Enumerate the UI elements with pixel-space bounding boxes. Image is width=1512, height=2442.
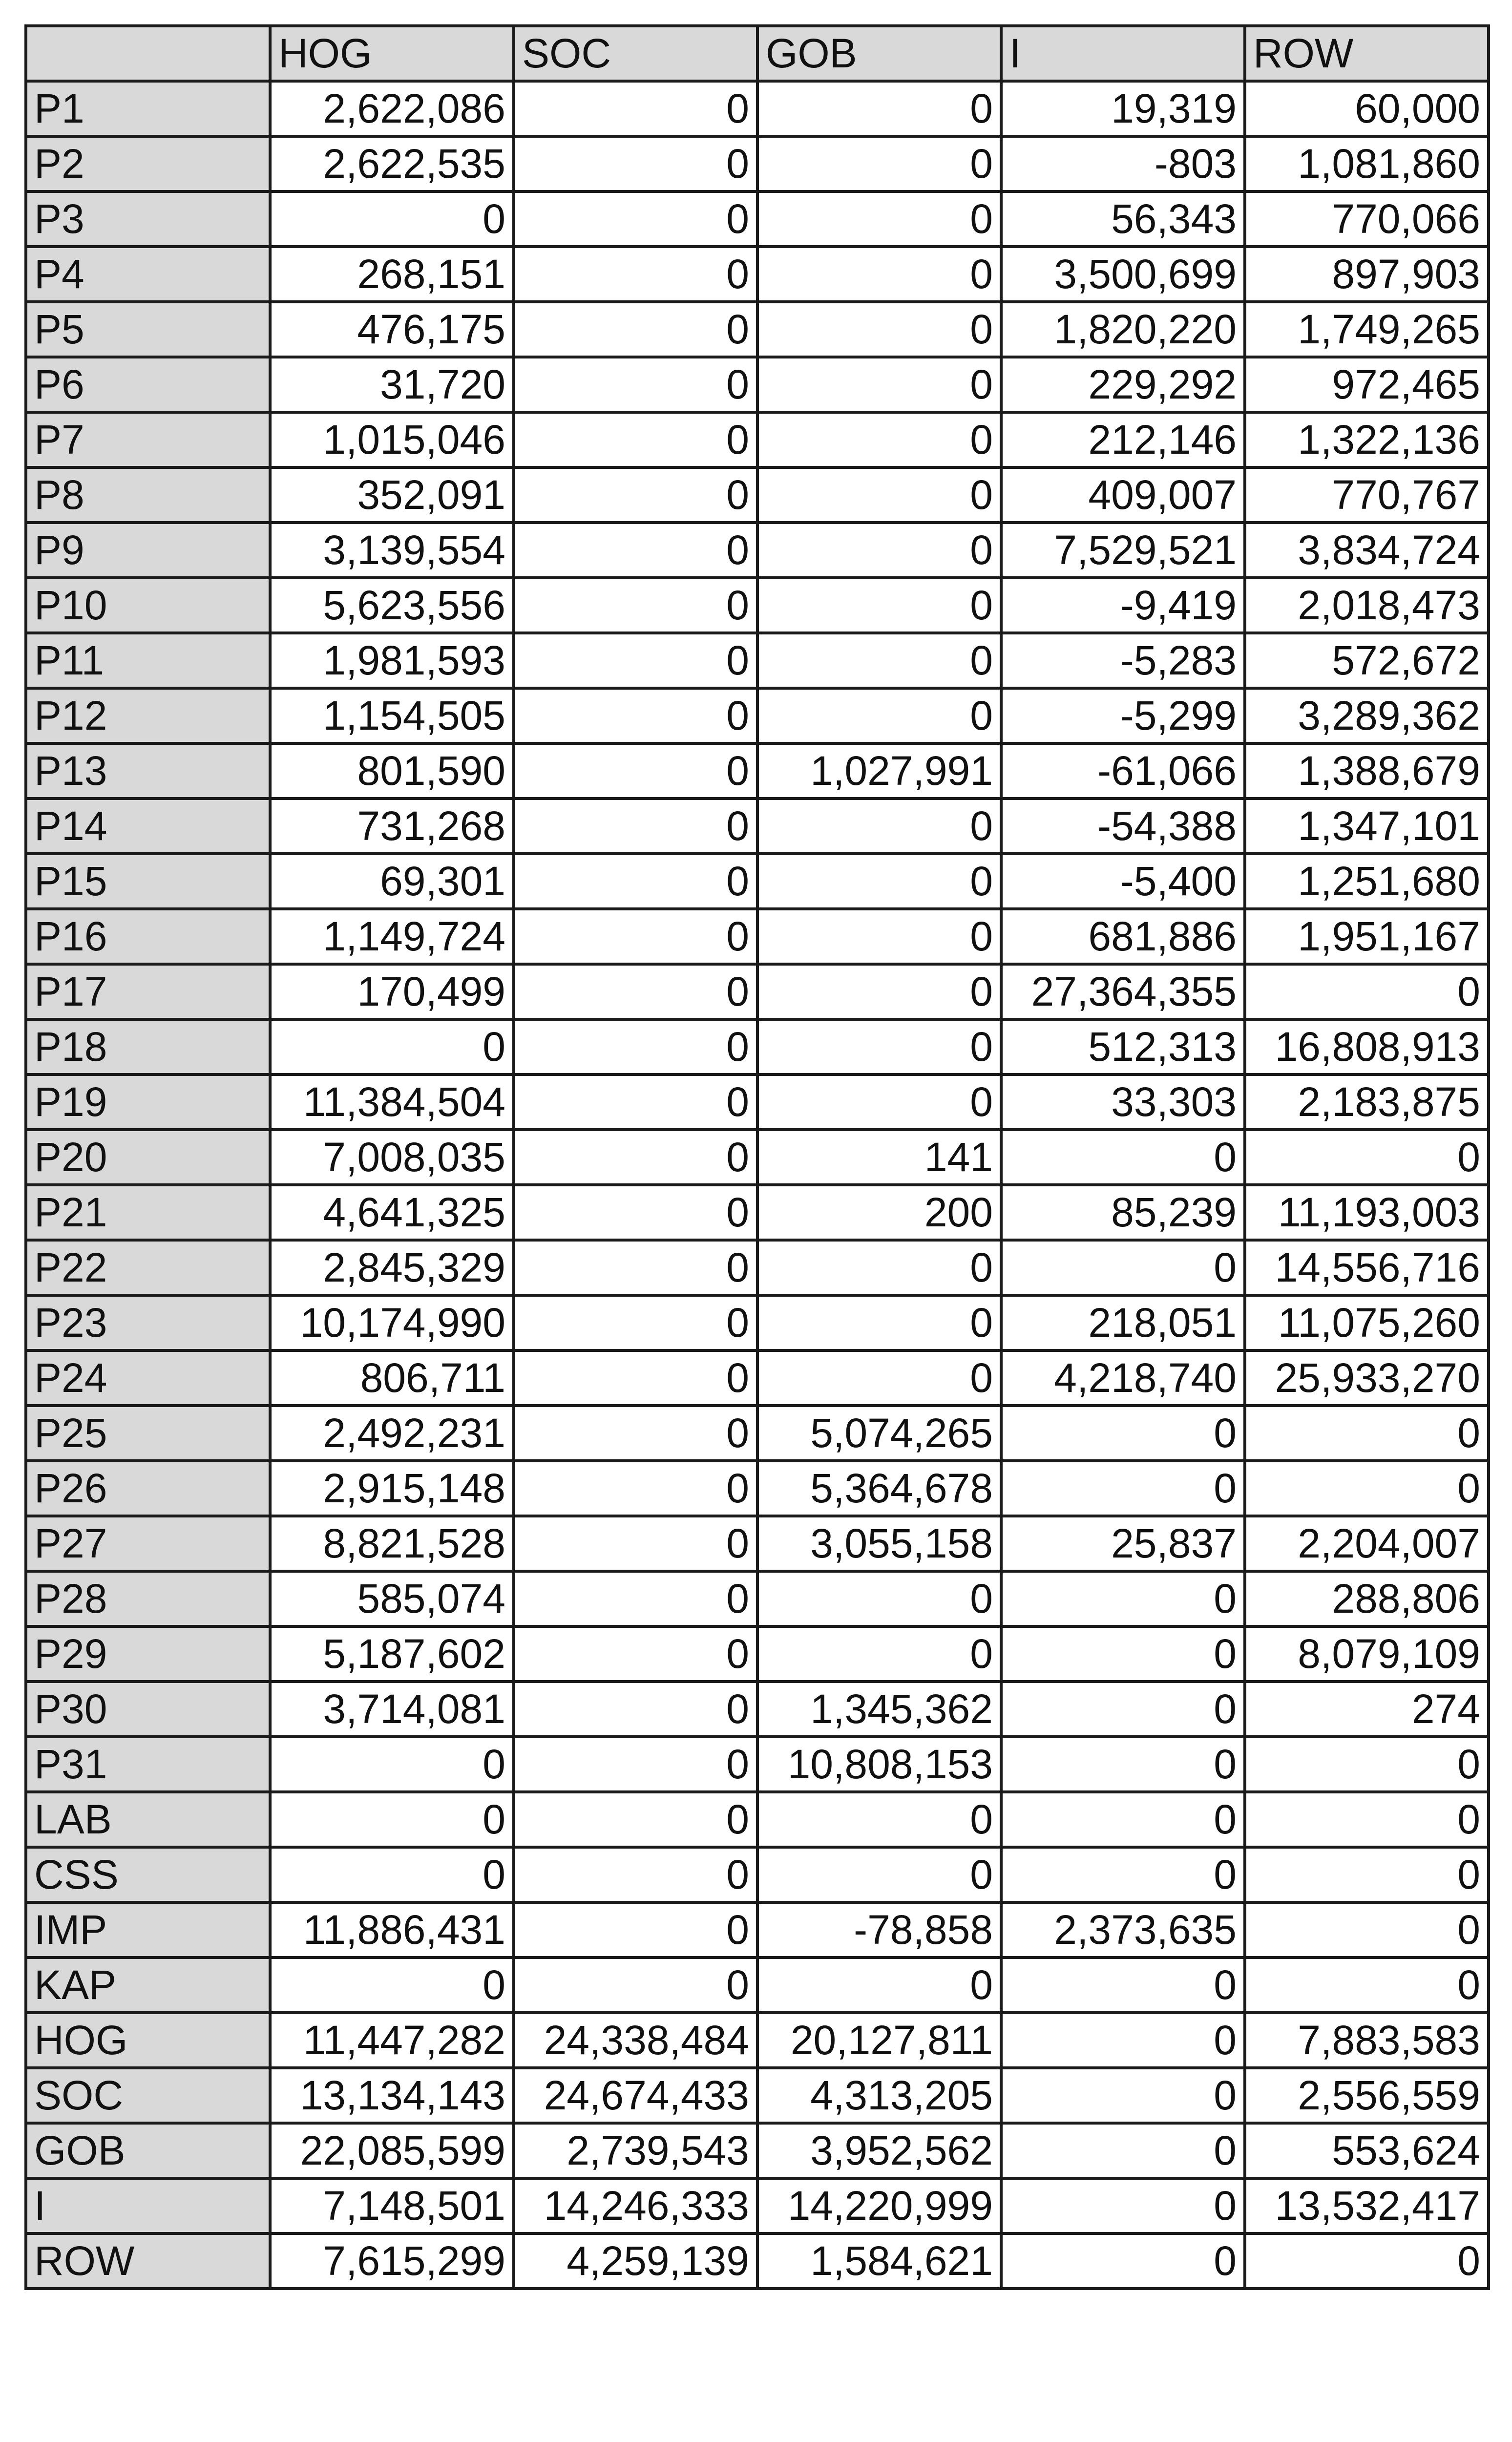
row-label: P1 xyxy=(26,81,270,136)
table-cell: 0 xyxy=(757,302,1001,357)
table-cell: 0 xyxy=(514,1240,757,1295)
table-cell: -5,400 xyxy=(1001,854,1245,909)
row-label: P19 xyxy=(26,1074,270,1130)
table-cell: 33,303 xyxy=(1001,1074,1245,1130)
table-cell: 0 xyxy=(514,1958,757,2013)
table-cell: 268,151 xyxy=(270,247,514,302)
table-cell: 141 xyxy=(757,1130,1001,1185)
table-cell: 1,749,265 xyxy=(1245,302,1489,357)
table-cell: 31,720 xyxy=(270,357,514,412)
table-cell: 3,714,081 xyxy=(270,1682,514,1737)
row-label: P14 xyxy=(26,799,270,854)
table-cell: 0 xyxy=(757,578,1001,633)
table-cell: 897,903 xyxy=(1245,247,1489,302)
table-cell: 585,074 xyxy=(270,1571,514,1626)
row-label: HOG xyxy=(26,2013,270,2068)
table-cell: 5,187,602 xyxy=(270,1626,514,1682)
table-cell: 0 xyxy=(1001,1461,1245,1516)
row-label: P10 xyxy=(26,578,270,633)
table-cell: 0 xyxy=(1001,1406,1245,1461)
table-cell: 0 xyxy=(514,1295,757,1350)
table-cell: 1,951,167 xyxy=(1245,909,1489,964)
table-cell: 0 xyxy=(270,191,514,247)
table-cell: 1,981,593 xyxy=(270,633,514,688)
table-cell: 801,590 xyxy=(270,743,514,799)
row-label: P5 xyxy=(26,302,270,357)
table-cell: 0 xyxy=(514,81,757,136)
table-cell: 0 xyxy=(757,799,1001,854)
table-cell: -5,299 xyxy=(1001,688,1245,743)
table-cell: 10,808,153 xyxy=(757,1737,1001,1792)
table-cell: 0 xyxy=(757,688,1001,743)
table-cell: 0 xyxy=(270,1958,514,2013)
table-cell: -9,419 xyxy=(1001,578,1245,633)
table-cell: 0 xyxy=(1245,964,1489,1019)
table-cell: 4,313,205 xyxy=(757,2068,1001,2123)
table-cell: 2,622,535 xyxy=(270,136,514,191)
table-cell: 0 xyxy=(514,357,757,412)
table-cell: 0 xyxy=(757,247,1001,302)
row-label: P25 xyxy=(26,1406,270,1461)
table-cell: 5,364,678 xyxy=(757,1461,1001,1516)
table-cell: 0 xyxy=(514,136,757,191)
table-cell: 0 xyxy=(757,81,1001,136)
table-cell: 0 xyxy=(514,1902,757,1958)
table-cell: 770,066 xyxy=(1245,191,1489,247)
table-cell: 14,246,333 xyxy=(514,2178,757,2233)
table-row xyxy=(26,357,1489,412)
table-cell: 1,584,621 xyxy=(757,2233,1001,2289)
table-row xyxy=(26,578,1489,633)
table-cell: 553,624 xyxy=(1245,2123,1489,2178)
table-row xyxy=(26,1571,1489,1626)
table-cell: 20,127,811 xyxy=(757,2013,1001,2068)
table-row xyxy=(26,799,1489,854)
table-cell: 0 xyxy=(757,1350,1001,1406)
table-cell: 681,886 xyxy=(1001,909,1245,964)
table-row xyxy=(26,1902,1489,1958)
row-label: GOB xyxy=(26,2123,270,2178)
table-cell: 24,674,433 xyxy=(514,2068,757,2123)
table-cell: 0 xyxy=(514,1350,757,1406)
table-cell: 0 xyxy=(514,1792,757,1847)
table-cell: 7,529,521 xyxy=(1001,523,1245,578)
table-cell: 0 xyxy=(1001,2013,1245,2068)
table-cell: 0 xyxy=(757,909,1001,964)
corner-cell xyxy=(26,26,270,81)
row-label: I xyxy=(26,2178,270,2233)
table-cell: 0 xyxy=(1001,1682,1245,1737)
table-cell: 3,500,699 xyxy=(1001,247,1245,302)
table-cell: 0 xyxy=(1245,1130,1489,1185)
table-cell: 0 xyxy=(514,412,757,467)
table-cell: 0 xyxy=(514,1185,757,1240)
table-cell: 7,883,583 xyxy=(1245,2013,1489,2068)
table-cell: 13,134,143 xyxy=(270,2068,514,2123)
table-cell: 1,081,860 xyxy=(1245,136,1489,191)
table-cell: 1,322,136 xyxy=(1245,412,1489,467)
row-label: P12 xyxy=(26,688,270,743)
table-cell: 274 xyxy=(1245,1682,1489,1737)
table-cell: 0 xyxy=(1001,1958,1245,2013)
table-cell: 0 xyxy=(757,1847,1001,1902)
table-row xyxy=(26,1958,1489,2013)
table-cell: 0 xyxy=(757,1019,1001,1074)
table-cell: 2,204,007 xyxy=(1245,1516,1489,1571)
table-cell: 0 xyxy=(1001,2123,1245,2178)
table-row xyxy=(26,2178,1489,2233)
table-cell: 0 xyxy=(1001,2068,1245,2123)
table-cell: 0 xyxy=(757,523,1001,578)
table-cell: 85,239 xyxy=(1001,1185,1245,1240)
table-row xyxy=(26,854,1489,909)
table-cell: 1,027,991 xyxy=(757,743,1001,799)
table-cell: 1,154,505 xyxy=(270,688,514,743)
table-row xyxy=(26,688,1489,743)
table-cell: 0 xyxy=(1245,1902,1489,1958)
table-cell: 0 xyxy=(1001,1240,1245,1295)
row-label: P11 xyxy=(26,633,270,688)
column-header-gob: GOB xyxy=(757,26,1001,81)
table-cell: 0 xyxy=(514,1019,757,1074)
table-cell: 0 xyxy=(1245,2233,1489,2289)
table-cell: -61,066 xyxy=(1001,743,1245,799)
table-cell: 1,015,046 xyxy=(270,412,514,467)
row-label: P13 xyxy=(26,743,270,799)
table-cell: 0 xyxy=(757,1074,1001,1130)
table-cell: 11,075,260 xyxy=(1245,1295,1489,1350)
row-label: P21 xyxy=(26,1185,270,1240)
table-cell: 2,739,543 xyxy=(514,2123,757,2178)
row-label: P20 xyxy=(26,1130,270,1185)
table-cell: 11,447,282 xyxy=(270,2013,514,2068)
table-cell: 229,292 xyxy=(1001,357,1245,412)
table-row xyxy=(26,909,1489,964)
table-cell: 0 xyxy=(1245,1958,1489,2013)
table-cell: 218,051 xyxy=(1001,1295,1245,1350)
table-cell: 2,845,329 xyxy=(270,1240,514,1295)
table-cell: 4,641,325 xyxy=(270,1185,514,1240)
table-cell: 0 xyxy=(514,1737,757,1792)
table-row xyxy=(26,2123,1489,2178)
table-cell: 1,820,220 xyxy=(1001,302,1245,357)
table-cell: 0 xyxy=(757,1240,1001,1295)
table-cell: 0 xyxy=(514,854,757,909)
table-cell: 27,364,355 xyxy=(1001,964,1245,1019)
table-cell: 14,220,999 xyxy=(757,2178,1001,2233)
row-label: P24 xyxy=(26,1350,270,1406)
column-header-row: ROW xyxy=(1245,26,1489,81)
table-cell: 1,251,680 xyxy=(1245,854,1489,909)
table-cell: 200 xyxy=(757,1185,1001,1240)
table-cell: 0 xyxy=(1245,1406,1489,1461)
row-label: P23 xyxy=(26,1295,270,1350)
table-cell: 0 xyxy=(270,1737,514,1792)
table-row xyxy=(26,1240,1489,1295)
table-cell: 572,672 xyxy=(1245,633,1489,688)
table-row xyxy=(26,523,1489,578)
table-cell: 0 xyxy=(514,191,757,247)
table-row xyxy=(26,1737,1489,1792)
table-cell: 0 xyxy=(514,578,757,633)
table-row xyxy=(26,302,1489,357)
row-label: P8 xyxy=(26,467,270,523)
table-cell: 2,492,231 xyxy=(270,1406,514,1461)
table-cell: 7,615,299 xyxy=(270,2233,514,2289)
table-cell: 14,556,716 xyxy=(1245,1240,1489,1295)
table-cell: 0 xyxy=(1001,1792,1245,1847)
row-label: P22 xyxy=(26,1240,270,1295)
row-label: CSS xyxy=(26,1847,270,1902)
table-cell: 11,384,504 xyxy=(270,1074,514,1130)
table-cell: 0 xyxy=(514,964,757,1019)
table-cell: 2,373,635 xyxy=(1001,1902,1245,1958)
table-cell: 170,499 xyxy=(270,964,514,1019)
table-cell: 0 xyxy=(757,191,1001,247)
table-cell: 0 xyxy=(514,1461,757,1516)
table-cell: 0 xyxy=(514,247,757,302)
table-row xyxy=(26,2013,1489,2068)
data-table xyxy=(24,24,1490,2290)
table-row xyxy=(26,136,1489,191)
table-cell: 0 xyxy=(1001,1571,1245,1626)
table-row xyxy=(26,412,1489,467)
table-row xyxy=(26,1185,1489,1240)
table-cell: 0 xyxy=(514,1571,757,1626)
table-cell: 0 xyxy=(270,1019,514,1074)
table-cell: -803 xyxy=(1001,136,1245,191)
table-cell: 0 xyxy=(1245,1792,1489,1847)
table-cell: -54,388 xyxy=(1001,799,1245,854)
table-row xyxy=(26,191,1489,247)
table-cell: 11,193,003 xyxy=(1245,1185,1489,1240)
row-label: P27 xyxy=(26,1516,270,1571)
table-cell: 0 xyxy=(757,633,1001,688)
table-cell: 409,007 xyxy=(1001,467,1245,523)
table-cell: 0 xyxy=(1001,1847,1245,1902)
table-cell: 0 xyxy=(757,964,1001,1019)
table-cell: 0 xyxy=(1001,1130,1245,1185)
table-cell: 0 xyxy=(514,467,757,523)
table-cell: 3,055,158 xyxy=(757,1516,1001,1571)
table-cell: 0 xyxy=(757,1571,1001,1626)
table-cell: 69,301 xyxy=(270,854,514,909)
table-cell: 16,808,913 xyxy=(1245,1019,1489,1074)
table-cell: 25,933,270 xyxy=(1245,1350,1489,1406)
table-header xyxy=(26,26,1489,81)
table-cell: 0 xyxy=(1245,1461,1489,1516)
table-cell: 0 xyxy=(757,854,1001,909)
table-cell: 0 xyxy=(514,1406,757,1461)
table-cell: 25,837 xyxy=(1001,1516,1245,1571)
table-cell: 4,259,139 xyxy=(514,2233,757,2289)
table-cell: 60,000 xyxy=(1245,81,1489,136)
table-cell: 0 xyxy=(757,412,1001,467)
row-label: KAP xyxy=(26,1958,270,2013)
table-row xyxy=(26,1792,1489,1847)
row-label: P17 xyxy=(26,964,270,1019)
row-label: P9 xyxy=(26,523,270,578)
row-label: LAB xyxy=(26,1792,270,1847)
table-row xyxy=(26,964,1489,1019)
row-label: ROW xyxy=(26,2233,270,2289)
table-cell: 0 xyxy=(757,467,1001,523)
table-cell: 0 xyxy=(1001,1737,1245,1792)
table-cell: 13,532,417 xyxy=(1245,2178,1489,2233)
table-cell: 7,148,501 xyxy=(270,2178,514,2233)
table-cell: 56,343 xyxy=(1001,191,1245,247)
table-cell: 731,268 xyxy=(270,799,514,854)
table-cell: 2,915,148 xyxy=(270,1461,514,1516)
row-label: P3 xyxy=(26,191,270,247)
row-label: P15 xyxy=(26,854,270,909)
table-cell: 806,711 xyxy=(270,1350,514,1406)
table-cell: 0 xyxy=(757,136,1001,191)
table-cell: 0 xyxy=(1245,1847,1489,1902)
table-cell: 5,074,265 xyxy=(757,1406,1001,1461)
table-cell: 0 xyxy=(757,1958,1001,2013)
row-label: P7 xyxy=(26,412,270,467)
table-cell: 8,821,528 xyxy=(270,1516,514,1571)
table-cell: 288,806 xyxy=(1245,1571,1489,1626)
row-label: P4 xyxy=(26,247,270,302)
table-cell: 0 xyxy=(1001,2233,1245,2289)
table-row xyxy=(26,1461,1489,1516)
table-cell: 0 xyxy=(270,1792,514,1847)
table-cell: 0 xyxy=(1001,1626,1245,1682)
table-row xyxy=(26,633,1489,688)
table-cell: 0 xyxy=(514,523,757,578)
table-cell: 0 xyxy=(514,302,757,357)
table-cell: 1,347,101 xyxy=(1245,799,1489,854)
table-cell: 0 xyxy=(514,1516,757,1571)
table-cell: 24,338,484 xyxy=(514,2013,757,2068)
table-row xyxy=(26,1295,1489,1350)
table-row xyxy=(26,1406,1489,1461)
table-row xyxy=(26,1847,1489,1902)
table-cell: 3,139,554 xyxy=(270,523,514,578)
table-cell: 352,091 xyxy=(270,467,514,523)
table-cell: 0 xyxy=(757,1792,1001,1847)
row-label: P26 xyxy=(26,1461,270,1516)
table-cell: 0 xyxy=(1245,1737,1489,1792)
table-cell: 0 xyxy=(514,743,757,799)
table-cell: 1,388,679 xyxy=(1245,743,1489,799)
table-row xyxy=(26,2233,1489,2289)
table-cell: 0 xyxy=(514,1626,757,1682)
table-cell: -5,283 xyxy=(1001,633,1245,688)
table-cell: 770,767 xyxy=(1245,467,1489,523)
table-cell: 19,319 xyxy=(1001,81,1245,136)
row-label: P28 xyxy=(26,1571,270,1626)
table-cell: 0 xyxy=(514,633,757,688)
table-cell: 0 xyxy=(514,1130,757,1185)
table-cell: -78,858 xyxy=(757,1902,1001,1958)
table-body xyxy=(26,81,1489,2289)
table-cell: 22,085,599 xyxy=(270,2123,514,2178)
table-cell: 1,345,362 xyxy=(757,1682,1001,1737)
table-cell: 3,289,362 xyxy=(1245,688,1489,743)
table-cell: 4,218,740 xyxy=(1001,1350,1245,1406)
table-cell: 2,622,086 xyxy=(270,81,514,136)
row-label: P31 xyxy=(26,1737,270,1792)
table-cell: 2,018,473 xyxy=(1245,578,1489,633)
table-cell: 2,183,875 xyxy=(1245,1074,1489,1130)
table-row xyxy=(26,1516,1489,1571)
table-cell: 0 xyxy=(1001,2178,1245,2233)
row-label: P6 xyxy=(26,357,270,412)
table-row xyxy=(26,1019,1489,1074)
table-row xyxy=(26,1626,1489,1682)
table-cell: 8,079,109 xyxy=(1245,1626,1489,1682)
table-cell: 512,313 xyxy=(1001,1019,1245,1074)
table-cell: 2,556,559 xyxy=(1245,2068,1489,2123)
table-cell: 5,623,556 xyxy=(270,578,514,633)
row-label: P30 xyxy=(26,1682,270,1737)
table-cell: 476,175 xyxy=(270,302,514,357)
table-cell: 212,146 xyxy=(1001,412,1245,467)
table-row xyxy=(26,247,1489,302)
table-cell: 0 xyxy=(514,909,757,964)
table-cell: 11,886,431 xyxy=(270,1902,514,1958)
table-row xyxy=(26,2068,1489,2123)
row-label: P16 xyxy=(26,909,270,964)
table-cell: 0 xyxy=(514,1847,757,1902)
table-cell: 1,149,724 xyxy=(270,909,514,964)
column-header-soc: SOC xyxy=(514,26,757,81)
row-label: IMP xyxy=(26,1902,270,1958)
row-label: P18 xyxy=(26,1019,270,1074)
column-header-hog: HOG xyxy=(270,26,514,81)
table-cell: 0 xyxy=(514,1682,757,1737)
table-row xyxy=(26,467,1489,523)
table-row xyxy=(26,81,1489,136)
table-cell: 3,952,562 xyxy=(757,2123,1001,2178)
table-row xyxy=(26,1682,1489,1737)
table-cell: 0 xyxy=(757,357,1001,412)
table-cell: 0 xyxy=(514,688,757,743)
table-row xyxy=(26,1130,1489,1185)
table-row xyxy=(26,1350,1489,1406)
column-header-i: I xyxy=(1001,26,1245,81)
table-row xyxy=(26,1074,1489,1130)
table-cell: 0 xyxy=(514,1074,757,1130)
table-cell: 0 xyxy=(514,799,757,854)
table-cell: 0 xyxy=(757,1626,1001,1682)
table-row xyxy=(26,743,1489,799)
row-label: P29 xyxy=(26,1626,270,1682)
table-cell: 7,008,035 xyxy=(270,1130,514,1185)
row-label: SOC xyxy=(26,2068,270,2123)
table-cell: 0 xyxy=(270,1847,514,1902)
header-row xyxy=(26,26,1489,81)
table-cell: 3,834,724 xyxy=(1245,523,1489,578)
table-cell: 10,174,990 xyxy=(270,1295,514,1350)
row-label: P2 xyxy=(26,136,270,191)
table-cell: 0 xyxy=(757,1295,1001,1350)
table-cell: 972,465 xyxy=(1245,357,1489,412)
